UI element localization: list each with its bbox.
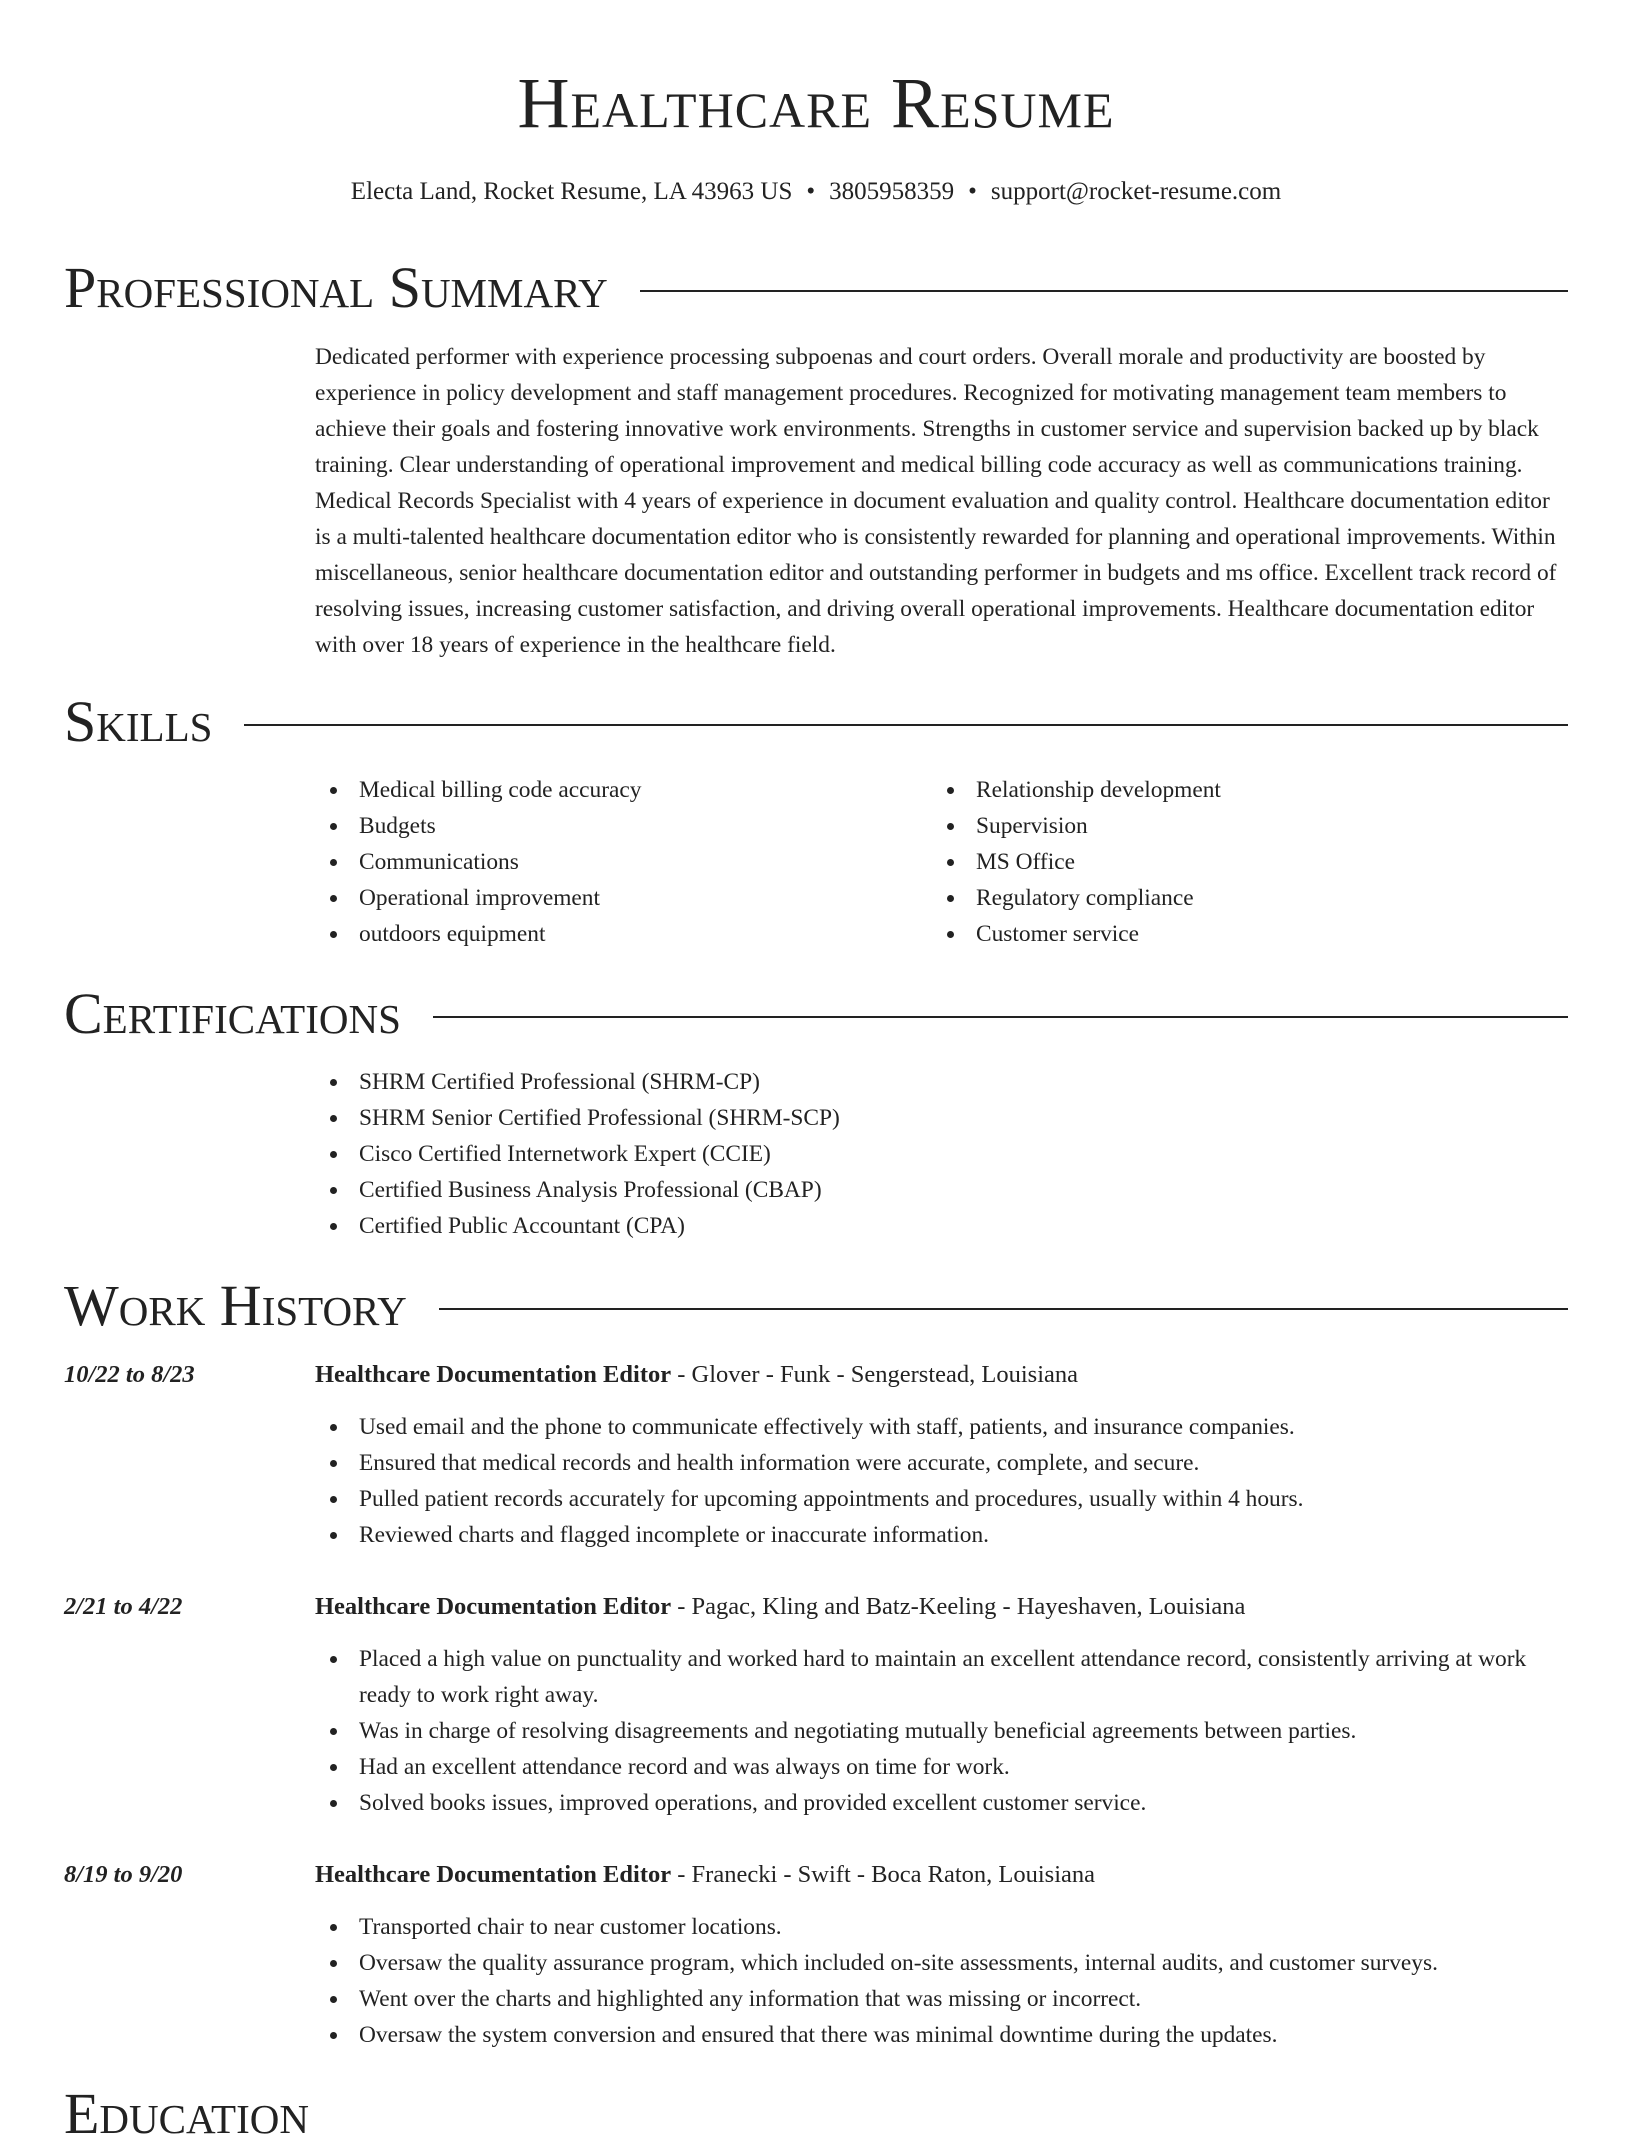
job-title: Healthcare Documentation Editor [315, 1361, 672, 1388]
section-title-skills: Skills [64, 689, 213, 754]
section-header-skills [64, 688, 1568, 756]
certification-item: Cisco Certified Internetwork Expert (CCIE) [315, 1136, 1565, 1172]
section-header-certifications [64, 980, 1568, 1048]
certifications-list [315, 1064, 1565, 1244]
job-bullet: Went over the charts and highlighted any information that was missing or incorrect. [315, 1981, 1567, 2017]
section-header-summary [64, 254, 1568, 322]
job-heading [315, 1858, 1095, 1892]
resume-title: Healthcare Resume [517, 63, 1115, 143]
section-divider [244, 724, 1568, 726]
job-bullet: Oversaw the system conversion and ensured that there was minimal downtime during the updates. [315, 2017, 1567, 2053]
skill-item: MS Office [932, 844, 1532, 880]
skill-item: Operational improvement [315, 880, 915, 916]
section-title-education: Education [64, 2081, 309, 2146]
section-divider [439, 1308, 1568, 1310]
section-title-work-history: Work History [64, 1273, 407, 1338]
section-divider [433, 1016, 1568, 1018]
section-header-work-history [64, 1272, 1568, 1340]
section-title-summary: Professional Summary [64, 255, 608, 320]
summary-paragraph: Dedicated performer with experience processing subpoenas and court orders. Overall morale and productivity are boosted by experience in policy development and staff management procedures. Recognized for motivating management team members to achieve their goals and fostering innovative work environments. Strengths in customer service and supervision backed up by black training. Clear understanding of operational improvement and medical billing code accuracy as well as communications training. Medical Records Specialist with 4 years of experience in document evaluation and quality control. Healthcare documentation editor is a multi-talented healthcare documentation editor who is consistently rewarded for planning and operational improvements. Within miscellaneous, senior healthcare documentation editor and outstanding performer in budgets and ms office. Excellent track record of resolving issues, increasing customer satisfaction, and driving overall operational improvements. Healthcare documentation editor with over 18 years of experience in the healthcare field. [315, 344, 1557, 658]
contact-separator: • [968, 178, 977, 205]
skill-item: Regulatory compliance [932, 880, 1532, 916]
job-title: Healthcare Documentation Editor [315, 1593, 672, 1620]
job-bullets [315, 1909, 1567, 2053]
contact-address: Electa Land, Rocket Resume, LA 43963 US [350, 178, 793, 205]
contact-phone: 3805958359 [829, 178, 955, 205]
job-company: - Franecki - Swift - Boca Raton, Louisiana [671, 1861, 1096, 1888]
contact-line [0, 176, 1632, 208]
job-bullet: Used email and the phone to communicate effectively with staff, patients, and insurance companies. [315, 1409, 1567, 1445]
job-bullets [315, 1641, 1567, 1821]
job-company: - Pagac, Kling and Batz-Keeling - Hayeshaven, Louisiana [671, 1593, 1246, 1620]
job-bullet: Pulled patient records accurately for upcoming appointments and procedures, usually within 4 hours. [315, 1481, 1567, 1517]
skill-item: Communications [315, 844, 915, 880]
skills-list-right [932, 772, 1532, 952]
certification-item: Certified Public Accountant (CPA) [315, 1208, 1565, 1244]
job-bullet: Was in charge of resolving disagreements and negotiating mutually beneficial agreements between parties. [315, 1713, 1567, 1749]
certification-item: SHRM Senior Certified Professional (SHRM-SCP) [315, 1100, 1565, 1136]
job-dates: 8/19 to 9/20 [64, 1861, 183, 1888]
job-heading [315, 1590, 1245, 1624]
contact-separator: • [806, 178, 816, 205]
skill-item: Medical billing code accuracy [315, 772, 915, 808]
job-bullet: Had an excellent attendance record and was always on time for work. [315, 1749, 1567, 1785]
certification-item: SHRM Certified Professional (SHRM-CP) [315, 1064, 1565, 1100]
section-divider [640, 290, 1568, 292]
skill-item: outdoors equipment [315, 916, 915, 952]
skills-list-left [315, 772, 915, 952]
job-bullet: Oversaw the quality assurance program, which included on-site assessments, internal audits, and customer surveys. [315, 1945, 1567, 1981]
job-bullet: Transported chair to near customer locations. [315, 1909, 1567, 1945]
contact-email: support@rocket-resume.com [990, 178, 1282, 205]
job-bullets [315, 1409, 1567, 1553]
job-title: Healthcare Documentation Editor [315, 1861, 672, 1888]
job-dates: 2/21 to 4/22 [64, 1593, 183, 1620]
skill-item: Budgets [315, 808, 915, 844]
section-title-certifications: Certifications [64, 981, 401, 1046]
job-company: - Glover - Funk - Sengerstead, Louisiana [671, 1361, 1078, 1388]
job-heading [315, 1358, 1078, 1392]
job-dates: 10/22 to 8/23 [64, 1361, 195, 1388]
job-bullet: Ensured that medical records and health information were accurate, complete, and secure. [315, 1445, 1567, 1481]
section-header-education [64, 2080, 1568, 2148]
job-bullet: Reviewed charts and flagged incomplete or inaccurate information. [315, 1517, 1567, 1553]
skill-item: Relationship development [932, 772, 1532, 808]
skill-item: Customer service [932, 916, 1532, 952]
job-bullet: Placed a high value on punctuality and worked hard to maintain an excellent attendance record, consistently arriving at work ready to work right away. [315, 1641, 1567, 1713]
skill-item: Supervision [932, 808, 1532, 844]
job-bullet: Solved books issues, improved operations, and provided excellent customer service. [315, 1785, 1567, 1821]
certification-item: Certified Business Analysis Professional (CBAP) [315, 1172, 1565, 1208]
